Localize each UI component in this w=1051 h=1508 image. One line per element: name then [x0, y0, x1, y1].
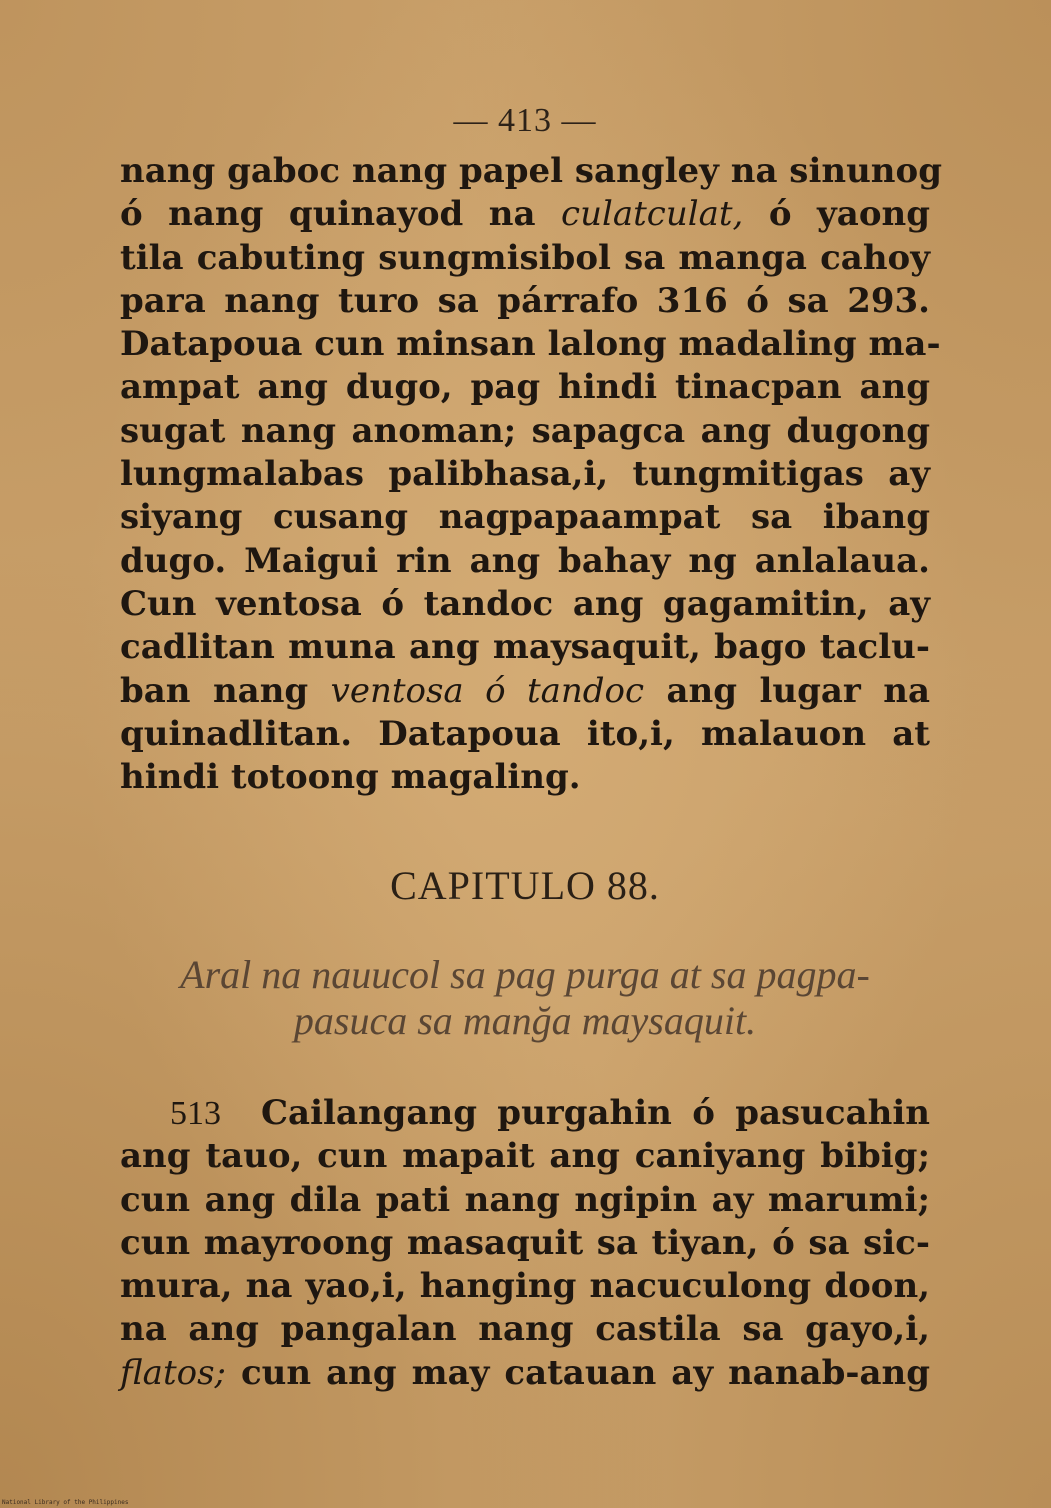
text-line [120, 1092, 930, 1135]
text-line: hindi totoong magaling. [120, 757, 581, 798]
paragraph-number: 513 [170, 1095, 221, 1132]
chapter-heading: CAPITULO 88. [390, 863, 660, 908]
subtitle-line: Aral na nauucol sa pag purga at sa pagpa- [180, 952, 870, 997]
text-line: cun ang dila pati nang ngipin ay marumi; [120, 1179, 930, 1220]
text-line [120, 193, 930, 236]
text-segment: ó yaong [743, 194, 930, 235]
text-line [120, 670, 930, 713]
text-line: quinadlitan. Datapoua ito,i, malauon at [120, 713, 930, 754]
text-line: Datapoua cun minsan lalong madaling ma- [120, 324, 941, 365]
text-line: sugat nang anoman; sapagca ang dugong [120, 410, 930, 451]
text-line: cun mayroong masaquit sa tiyan, ó sa sic- [120, 1222, 930, 1263]
page-number: — 413 — [453, 102, 597, 139]
text-line [120, 1352, 930, 1395]
chapter-subtitle [120, 952, 930, 1044]
text-segment: ang lugar na [644, 670, 930, 711]
text-line: mura, na yao,i, hanging nacuculong doon, [120, 1266, 930, 1307]
text-line: lungmalabas palibhasa,i, tungmitigas ay [120, 454, 930, 495]
text-line: tila cabuting sungmisibol sa manga cahoy [120, 237, 930, 278]
text-line: ampat ang dugo, pag hindi tinacpan ang [120, 367, 930, 408]
italic-term: ventosa ó tandoc [330, 670, 645, 711]
italic-term: flatos; [120, 1352, 226, 1393]
text-line: na ang pangalan nang castila sa gayo,i, [120, 1309, 930, 1350]
text-segment: Cailangang purgahin ó pasucahin [261, 1093, 930, 1133]
paragraph-513 [120, 1092, 930, 1395]
subtitle-line: pasuca sa manğa maysaquit. [293, 998, 757, 1043]
text-segment: ó nang quinayod na [120, 194, 562, 235]
text-line: ang tauo, cun mapait ang caniyang bibig; [120, 1136, 930, 1177]
text-segment: ban nang [120, 670, 331, 711]
text-segment: cun ang may catauan ay nanab-ang [225, 1352, 930, 1393]
library-credit: National Library of the Philippines [2, 1499, 129, 1506]
text-line: dugo. Maigui rin ang bahay ng anlalaua. [120, 540, 930, 581]
text-line: Cun ventosa ó tandoc ang gagamitin, ay [120, 583, 930, 624]
book-page [120, 0, 942, 1508]
text-line: siyang cusang nagpapaampat sa ibang [120, 497, 930, 538]
text-line: para nang turo sa párrafo 316 ó sa 293. [120, 280, 930, 321]
text-line: cadlitan muna ang maysaquit, bago taclu- [120, 627, 930, 668]
paragraph-continued [120, 150, 942, 799]
text-line: nang gaboc nang papel sangley na sinunog [120, 151, 942, 191]
italic-term: culatculat, [561, 194, 744, 235]
